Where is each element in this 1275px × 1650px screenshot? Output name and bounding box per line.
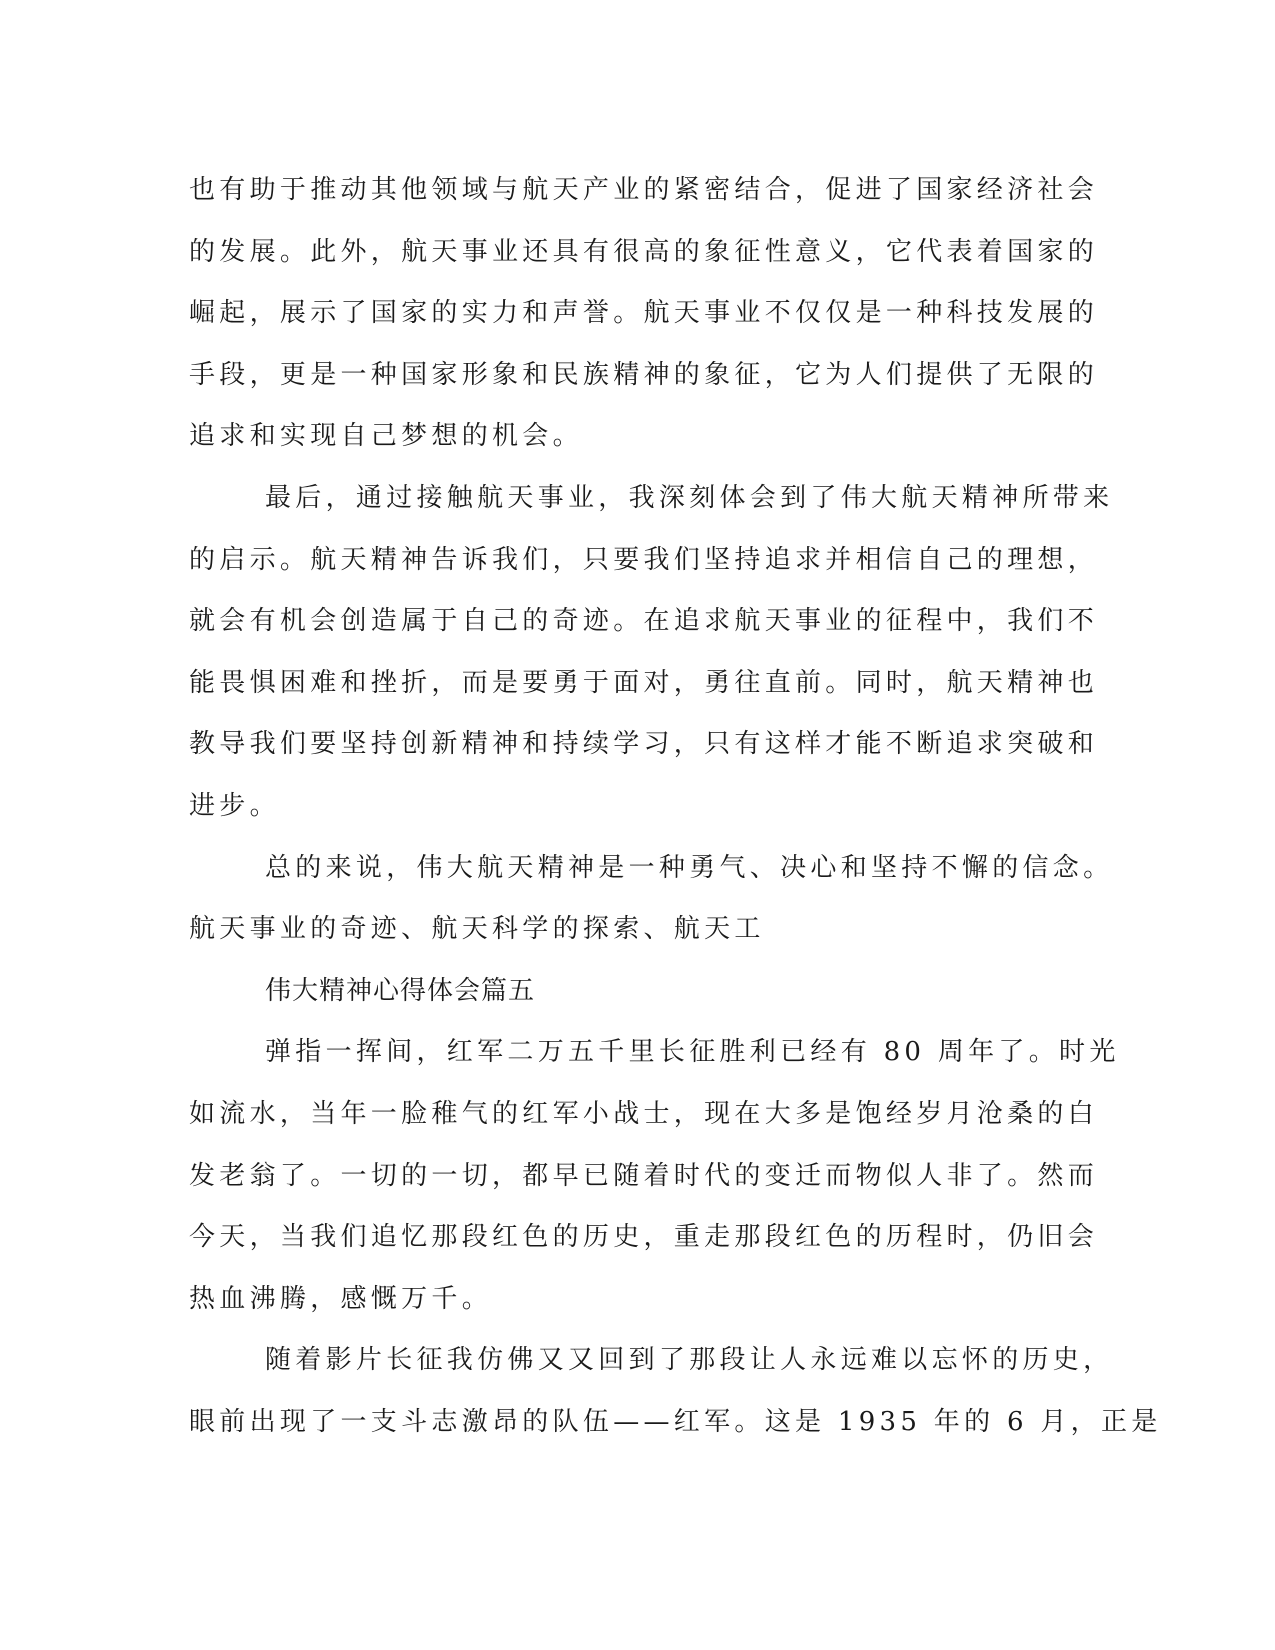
paragraph-first-line: 总的来说，伟大航天精神是一种勇气、决心和坚持不懈的信念。 — [265, 852, 1114, 883]
text-line: 手段，更是一种国家形象和民族精神的象征，它为人们提供了无限的 — [189, 359, 1099, 390]
paragraph-first-line: 最后，通过接触航天事业，我深刻体会到了伟大航天精神所带来 — [265, 482, 1114, 513]
document-body — [189, 160, 1162, 1453]
text-line: 教导我们要坚持创新精神和持续学习，只有这样才能不断追求突破和 — [189, 729, 1099, 760]
text-line: 发老翁了。一切的一切，都早已随着时代的变迁而物似人非了。然而 — [189, 1160, 1099, 1191]
text-line: 追求和实现自己梦想的机会。 — [189, 421, 583, 452]
text-line: 进步。 — [189, 790, 280, 821]
text-line: 崛起，展示了国家的实力和声誉。航天事业不仅仅是一种科技发展的 — [189, 298, 1099, 329]
text-line: 的发展。此外，航天事业还具有很高的象征性意义，它代表着国家的 — [189, 236, 1099, 267]
text-line: 眼前出现了一支斗志激昂的队伍——红军。这是 1935 年的 6 月，正是 — [189, 1406, 1162, 1437]
text-line: 热血沸腾，感慨万千。 — [189, 1283, 493, 1314]
paragraph-first-line: 弹指一挥间，红军二万五千里长征胜利已经有 80 周年了。时光 — [265, 1037, 1120, 1068]
text-line: 航天事业的奇迹、航天科学的探索、航天工 — [189, 914, 765, 945]
text-line: 如流水，当年一脸稚气的红军小战士，现在大多是饱经岁月沧桑的白 — [189, 1098, 1099, 1129]
text-line: 的启示。航天精神告诉我们，只要我们坚持追求并相信自己的理想， — [189, 544, 1099, 575]
text-line: 今天，当我们追忆那段红色的历史，重走那段红色的历程时，仍旧会 — [189, 1222, 1099, 1253]
text-line: 能畏惧困难和挫折，而是要勇于面对，勇往直前。同时，航天精神也 — [189, 667, 1099, 698]
paragraph-first-line: 随着影片长征我仿佛又又回到了那段让人永远难以忘怀的历史， — [265, 1345, 1114, 1376]
text-line: 也有助于推动其他领域与航天产业的紧密结合，促进了国家经济社会 — [189, 175, 1099, 205]
section-heading: 伟大精神心得体会篇五 — [265, 975, 536, 1006]
text-line: 就会有机会创造属于自己的奇迹。在追求航天事业的征程中，我们不 — [189, 606, 1099, 637]
